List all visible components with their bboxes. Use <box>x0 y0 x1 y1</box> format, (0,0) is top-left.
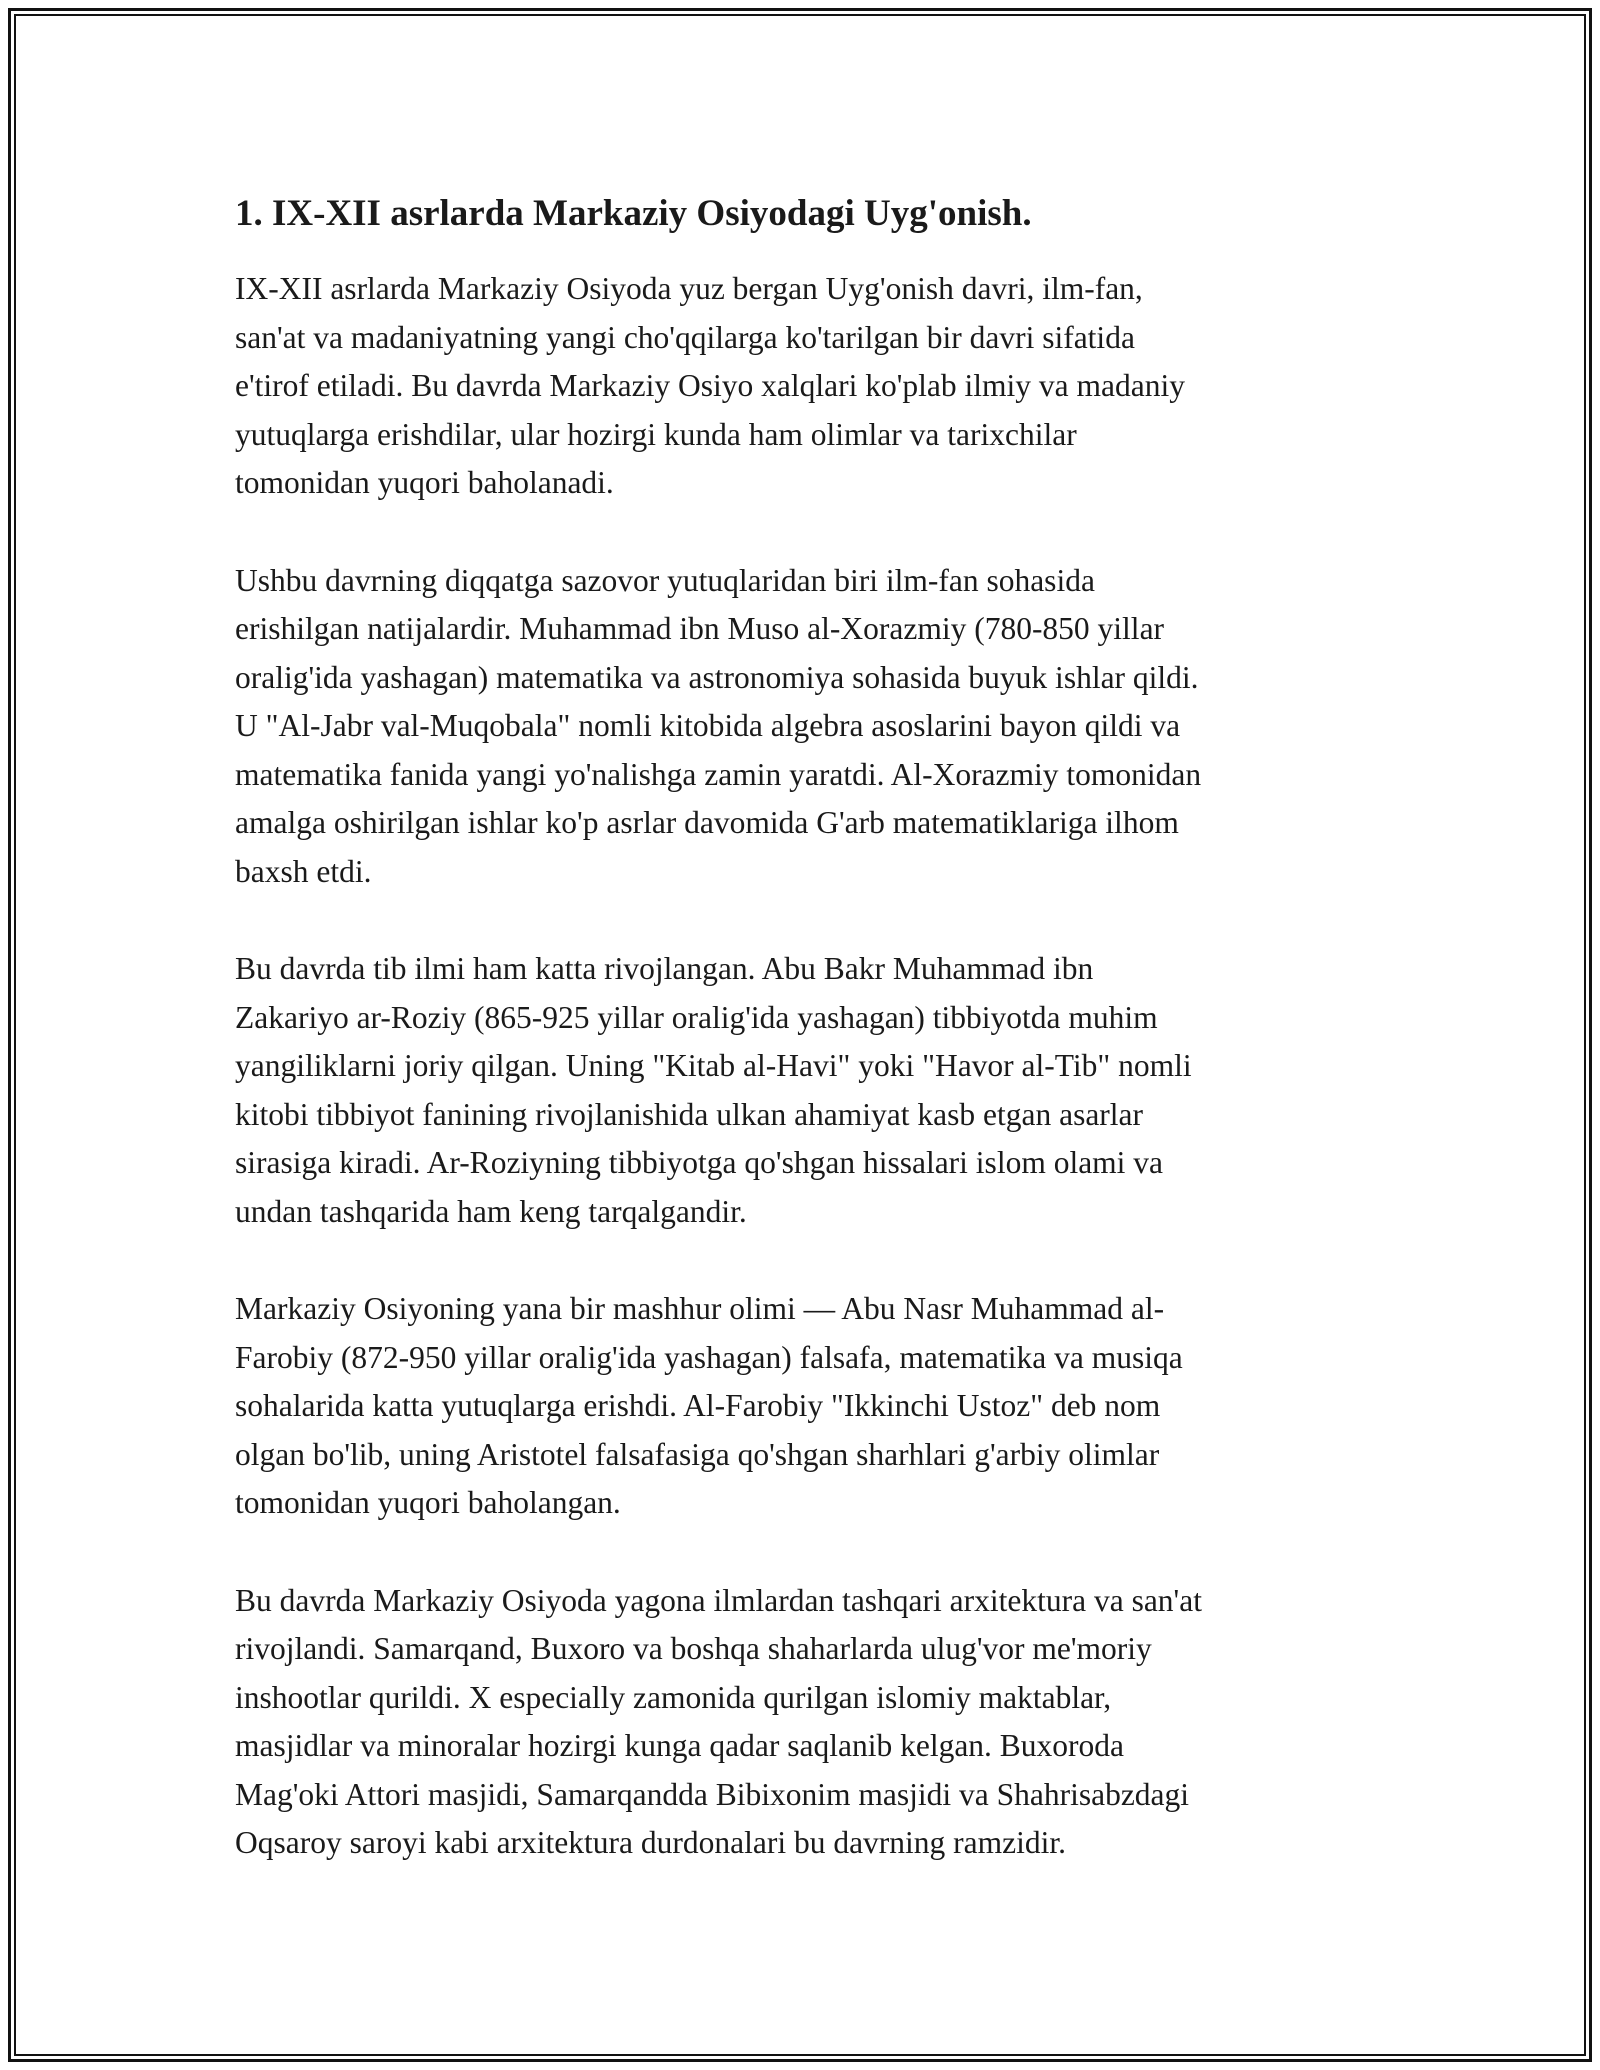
paragraph-line: inshootlar qurildi. X especially zamonida qurilgan islomiy maktablar, <box>235 1679 1112 1715</box>
paragraph-line: baxsh etdi. <box>235 853 372 889</box>
paragraph-intro <box>235 265 1385 508</box>
paragraph-line: yangiliklarni joriy qilgan. Uning "Kitab al-Havi" yoki "Havor al-Tib" nomli <box>235 1048 1192 1083</box>
paragraph-line: erishilgan natijalardir. Muhammad ibn Muso al-Xorazmiy (780-850 yillar <box>235 611 1165 646</box>
paragraph-line: Mag'oki Attori masjidi, Samarqandda Bibixonim masjidi va Shahrisabzdagi <box>235 1776 1190 1812</box>
paragraph-line: tomonidan yuqori baholangan. <box>235 1485 621 1520</box>
paragraph-line: undan tashqarida ham keng tarqalgandir. <box>235 1193 747 1229</box>
paragraph-line: oralig'ida yashagan) matematika va astronomiya sohasida buyuk ishlar qildi. <box>235 659 1199 695</box>
paragraph-line: Bu davrda Markaziy Osiyoda yagona ilmlardan tashqari arxitektura va san'at <box>235 1582 1202 1618</box>
paragraph-line: rivojlandi. Samarqand, Buxoro va boshqa shaharlarda ulug'vor me'moriy <box>235 1631 1152 1666</box>
section-heading: 1. IX-XII asrlarda Markaziy Osiyodagi Uyg'onish. <box>235 193 1032 234</box>
paragraph-line: sohalarida katta yutuqlarga erishdi. Al-Farobiy "Ikkinchi Ustoz" deb nom <box>235 1388 1161 1423</box>
paragraph-architecture <box>235 1577 1385 1868</box>
paragraph-farobiy <box>235 1285 1385 1528</box>
paragraph-roziy <box>235 945 1385 1236</box>
paragraph-line: e'tirof etiladi. Bu davrda Markaziy Osiyo xalqlari ko'plab ilmiy va madaniy <box>235 368 1185 403</box>
paragraph-line: san'at va madaniyatning yangi cho'qqilarga ko'tarilgan bir davri sifatida <box>235 319 1135 355</box>
paragraph-line: U "Al-Jabr val-Muqobala" nomli kitobida algebra asoslarini bayon qildi va <box>235 708 1181 743</box>
paragraph-line: yutuqlarga erishdilar, ular hozirgi kunda ham olimlar va tarixchilar <box>235 416 1077 452</box>
paragraph-line: Zakariyo ar-Roziy (865-925 yillar oralig'ida yashagan) tibbiyotda muhim <box>235 999 1158 1035</box>
paragraph-line: IX-XII asrlarda Markaziy Osiyoda yuz bergan Uyg'onish davri, ilm-fan, <box>235 271 1143 306</box>
document-body <box>235 188 1385 1917</box>
paragraph-line: Oqsaroy saroyi kabi arxitektura durdonalari bu davrning ramzidir. <box>235 1825 1066 1860</box>
paragraph-line: amalga oshirilgan ishlar ko'p asrlar davomida G'arb matematiklariga ilhom <box>235 805 1179 840</box>
paragraph-line: sirasiga kiradi. Ar-Roziyning tibbiyotga qo'shgan hissalari islom olami va <box>235 1145 1164 1180</box>
paragraph-line: Farobiy (872-950 yillar oralig'ida yashagan) falsafa, matematika va musiqa <box>235 1339 1183 1375</box>
paragraph-line: masjidlar va minoralar hozirgi kunga qadar saqlanib kelgan. Buxoroda <box>235 1728 1125 1763</box>
paragraph-line: Bu davrda tib ilmi ham katta rivojlangan. Abu Bakr Muhammad ibn <box>235 951 1094 986</box>
paragraph-line: olgan bo'lib, uning Aristotel falsafasiga qo'shgan sharhlari g'arbiy olimlar <box>235 1436 1160 1472</box>
paragraph-line: tomonidan yuqori baholanadi. <box>235 465 614 500</box>
paragraph-xorazmiy <box>235 557 1385 897</box>
paragraph-line: kitobi tibbiyot fanining rivojlanishida ulkan ahamiyat kasb etgan asarlar <box>235 1096 1144 1132</box>
paragraph-line: Ushbu davrning diqqatga sazovor yutuqlaridan biri ilm-fan sohasida <box>235 562 1095 598</box>
paragraph-line: Markaziy Osiyoning yana bir mashhur olimi — Abu Nasr Muhammad al- <box>235 1291 1165 1326</box>
paragraph-line: matematika fanida yangi yo'nalishga zamin yaratdi. Al-Xorazmiy tomonidan <box>235 756 1202 792</box>
